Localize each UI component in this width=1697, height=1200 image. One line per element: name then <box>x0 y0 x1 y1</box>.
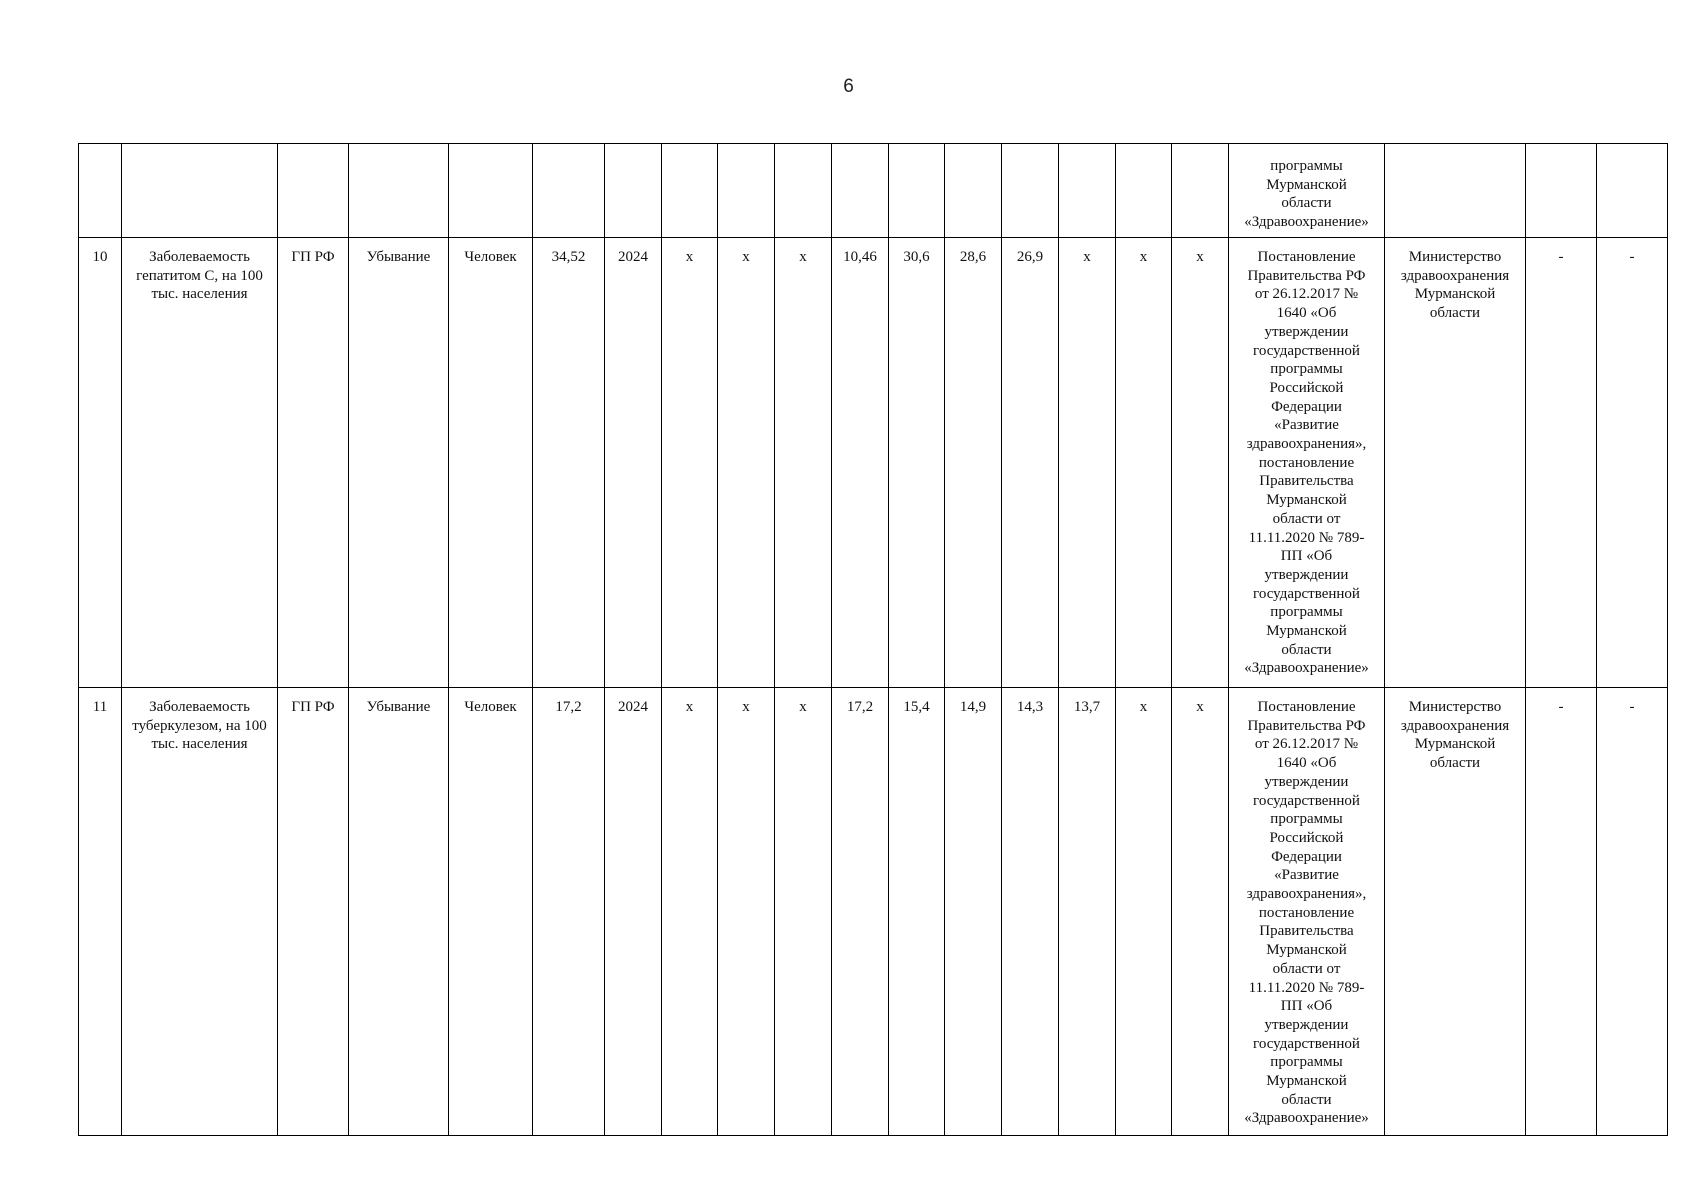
cell-unit: Человек <box>449 688 533 1136</box>
cell-basis: Постановление Правительства РФ от 26.12.2017 № 1640 «Об утверждении государственной программы Российской Федерации «Развитие здравоохранения», постановление Правительства Мурманской области от 11.11.2020 № 789- ПП «Об утверждении государственной программы Мурманской области «Здравоохранение» <box>1229 688 1385 1136</box>
cell-dash: - <box>1597 688 1668 1136</box>
table-row <box>79 238 1668 688</box>
cell-value: x <box>775 688 832 1136</box>
cell-base-year: 2024 <box>605 238 662 688</box>
cell-value: x <box>718 238 775 688</box>
cell-value: 28,6 <box>945 238 1002 688</box>
cell-value: 14,9 <box>945 688 1002 1136</box>
cell-number: 11 <box>79 688 122 1136</box>
cell-unit: Человек <box>449 238 533 688</box>
cell-base-value: 17,2 <box>533 688 605 1136</box>
cell-dash: - <box>1526 238 1597 688</box>
cell-indicator-name: Заболеваемость гепатитом С, на 100 тыс. населения <box>122 238 278 688</box>
cell-value: x <box>1116 238 1172 688</box>
cell-value: 10,46 <box>832 238 889 688</box>
cell-indicator-name: Заболеваемость туберкулезом, на 100 тыс. населения <box>122 688 278 1136</box>
cell-dash: - <box>1597 238 1668 688</box>
cell-basis: Постановление Правительства РФ от 26.12.2017 № 1640 «Об утверждении государственной программы Российской Федерации «Развитие здравоохранения», постановление Правительства Мурманской области от 11.11.2020 № 789- ПП «Об утверждении государственной программы Мурманской области «Здравоохранение» <box>1229 238 1385 688</box>
cell-responsible: Министерство здравоохранения Мурманской области <box>1385 238 1526 688</box>
cell-base-value: 34,52 <box>533 238 605 688</box>
cell-value: 30,6 <box>889 238 945 688</box>
cell-value: x <box>1116 688 1172 1136</box>
table-row <box>79 688 1668 1136</box>
cell-basis: программы Мурманской области «Здравоохранение» <box>1229 144 1385 238</box>
cell-value: x <box>662 688 718 1136</box>
cell-level: ГП РФ <box>278 688 349 1136</box>
indicators-table <box>78 143 1668 1136</box>
cell-value: x <box>1172 688 1229 1136</box>
cell-responsible: Министерство здравоохранения Мурманской области <box>1385 688 1526 1136</box>
cell-number: 10 <box>79 238 122 688</box>
cell-base-year: 2024 <box>605 688 662 1136</box>
cell-value: x <box>662 238 718 688</box>
cell-value: x <box>775 238 832 688</box>
cell-value: 26,9 <box>1002 238 1059 688</box>
cell-value: 17,2 <box>832 688 889 1136</box>
cell-trend: Убывание <box>349 688 449 1136</box>
cell-value: x <box>1059 238 1116 688</box>
cell-value: x <box>718 688 775 1136</box>
cell-trend: Убывание <box>349 238 449 688</box>
cell-dash: - <box>1526 688 1597 1136</box>
cell-value: 13,7 <box>1059 688 1116 1136</box>
cell-level: ГП РФ <box>278 238 349 688</box>
cell-value: 15,4 <box>889 688 945 1136</box>
page-number: 6 <box>843 76 854 97</box>
cell-value: 14,3 <box>1002 688 1059 1136</box>
cell-value: x <box>1172 238 1229 688</box>
table-row-continuation <box>79 144 1668 238</box>
